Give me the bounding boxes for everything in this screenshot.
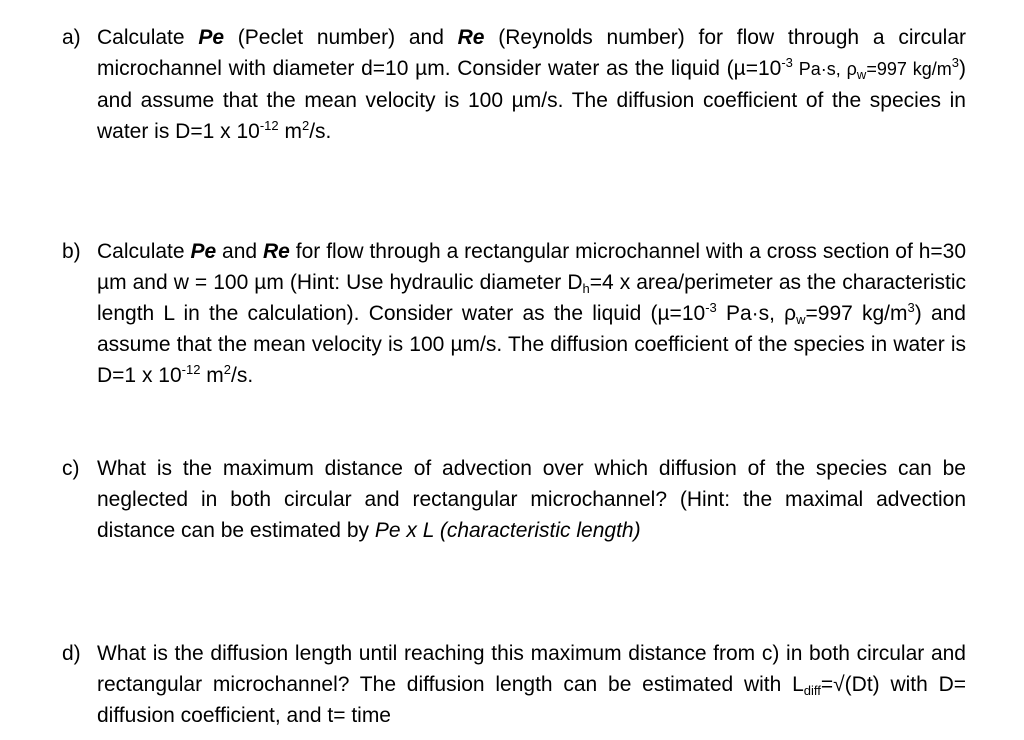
question-a-text: Calculate Pe (Peclet number) and Re (Reynolds number) for flow through a circular microchannel with diameter d=10 µm. Consider water as the liquid ($\mu=10^{-3}$ Pa·s, $\rho_w=997$ $kg/m^3$) and assume that the mean velocity is 100 µm/s. The diffusion coefficient of the species in water is D=1 x $10^{-12}$ $m^2/s$. — [97, 26, 966, 143]
reynolds-term: Re — [457, 26, 485, 49]
reynolds-term: Re — [263, 240, 290, 263]
question-b-label: b) — [62, 240, 81, 263]
hint-formula: Pe x L (characteristic length) — [374, 519, 641, 542]
question-d-text: What is the diffusion length until reaching this maximum distance from c) in both circular and rectangular microchannel? The diffusion length can be estimated with $L_{diff}=√(Dt)$ with D= diffusion coefficient, and t= time — [97, 642, 966, 727]
question-c — [62, 453, 966, 546]
question-c-text: What is the maximum distance of advection over which diffusion of the species can be neglected in both circular and rectangular microchannel? (Hint: the maximal advection distance can be estimated by Pe x L (characteristic length) — [97, 457, 966, 542]
question-a-label: a) — [62, 26, 81, 49]
question-a — [62, 22, 966, 147]
peclet-term: Pe — [190, 240, 217, 263]
peclet-term: Pe — [198, 26, 224, 49]
question-b — [62, 236, 966, 391]
question-c-label: c) — [62, 457, 80, 480]
question-d — [62, 638, 966, 731]
question-b-text: Calculate Pe and Re for flow through a rectangular microchannel with a cross section of h=30 µm and w = 100 µm (Hint: Use hydraulic diameter $D_h=4$ x area/perimeter as the characteristic length L in the calculation). Consider water as the liquid ($\mu=10^{-3}$ Pa·s, $\rho_w=997$ $kg/m^3$) and assume that the mean velocity is 100 µm/s. The diffusion coefficient of the species in water is D=1 x $10^{-12}$ $m^2/s$. — [97, 240, 966, 387]
question-d-label: d) — [62, 642, 81, 665]
